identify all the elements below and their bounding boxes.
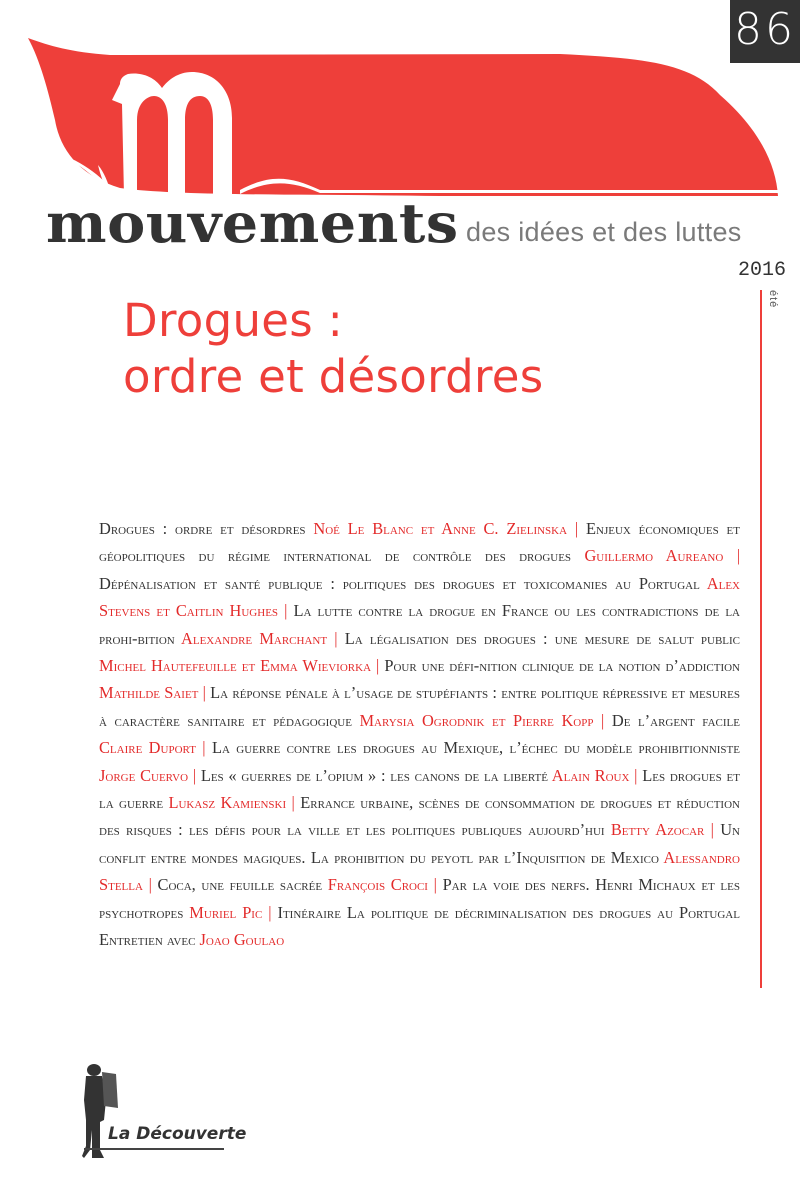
toc-article-title: La guerre contre les drogues au Mexique, l’échec du modèle prohibitionniste <box>211 738 740 758</box>
toc-article-title: La réponse pénale à l’usage de stupéfiants : entre politique répressive et mesures à caractère sanitaire et pédagogique <box>99 683 740 730</box>
issue-title-line-2: ordre et désordres <box>123 350 544 403</box>
toc-article-authors: Joao Goulao <box>199 930 285 950</box>
toc-separator: | <box>433 875 437 895</box>
publisher-underline <box>84 1148 224 1150</box>
toc-separator: | <box>710 820 714 840</box>
toc-separator: | <box>634 765 638 785</box>
toc-entry <box>201 766 630 785</box>
toc-article-authors: Jorge Cuervo <box>99 765 189 785</box>
toc-article-title: Les « guerres de l’opium » : les canons de la liberté <box>200 765 548 785</box>
toc-article-title: Les drogues et la guerre <box>99 765 740 813</box>
toc-separator: | <box>601 710 605 730</box>
toc-article-title: Errance urbaine, scènes de consommation de drogues et réduction des risques : les défis pour la ville et les politiques publiques aujourd’hui <box>99 793 740 840</box>
publisher-figure-icon <box>82 1060 122 1162</box>
toc-article-title: Un conflit entre mondes magiques. La prohibition du peyotl par l’Inquisition de Mexico <box>99 820 740 867</box>
issue-title-line-1: Drogues : <box>123 294 344 347</box>
issue-number: 86 <box>734 4 796 55</box>
masthead-banner <box>0 0 800 210</box>
toc-article-authors: Mathilde Saiet <box>99 683 199 703</box>
toc-article-title: La lutte contre la drogue en France ou les contradictions de la prohi-bition <box>99 601 740 648</box>
toc-separator: | <box>148 875 152 895</box>
toc-separator: | <box>376 656 380 676</box>
toc-article-title: Dépénalisation et santé publique : politiques des drogues et toxicomanies au Portugal <box>99 573 700 593</box>
toc-article-authors: Michel Hautefeuille et Emma Wieviorka <box>99 656 372 676</box>
issue-title <box>123 293 544 405</box>
toc-article-authors: Alexandre Marchant <box>181 628 328 648</box>
table-of-contents <box>99 515 740 954</box>
toc-article-authors: Alex Stevens et Caitlin Hughes <box>99 573 740 621</box>
toc-separator: | <box>334 628 338 648</box>
toc-article-authors: Alain Roux <box>551 765 630 785</box>
toc-article-title: Drogues : ordre et désordres <box>99 519 306 538</box>
toc-separator: | <box>192 765 197 785</box>
toc-entry <box>99 519 567 538</box>
toc-article-authors: Claire Duport <box>99 738 196 758</box>
journal-tagline: des idées et des luttes <box>466 217 742 247</box>
journal-wordmark: mouvements <box>46 191 459 255</box>
toc-separator: | <box>574 519 579 538</box>
toc-article-title: Itinéraire La politique de décriminalisation des drogues au Portugal Entretien avec <box>99 902 740 950</box>
toc-article-authors: Betty Azocar <box>610 820 705 840</box>
toc-entry <box>158 875 428 894</box>
toc-separator: | <box>736 546 740 566</box>
toc-separator: | <box>284 601 288 621</box>
toc-article-title: De l’argent facile <box>611 710 740 730</box>
toc-article-authors: Muriel Pic <box>189 902 263 922</box>
toc-article-authors: Noé Le Blanc et Anne C. Zielinska <box>313 519 568 538</box>
toc-article-title: Coca, une feuille sacrée <box>157 875 323 895</box>
toc-article-authors: Lukasz Kamienski <box>168 793 287 813</box>
toc-separator: | <box>291 793 295 813</box>
publisher-name: La Découverte <box>108 1124 247 1144</box>
toc-separator: | <box>202 683 206 703</box>
red-vertical-rule <box>760 290 762 988</box>
toc-separator: | <box>268 902 272 922</box>
issue-number-box <box>730 0 800 63</box>
red-banner-shape <box>28 38 778 196</box>
toc-article-title: Par la voie des nerfs. Henri Michaux et les psychotropes <box>99 875 740 922</box>
toc-article-authors: Guillermo Aureano <box>584 546 724 566</box>
toc-article-title: Pour une défi-nition clinique de la notion d’addiction <box>384 656 740 676</box>
toc-article-authors: Marysia Ogrodnik et Pierre Kopp <box>359 710 594 730</box>
issue-season: été <box>767 290 779 309</box>
toc-article-authors: François Croci <box>327 875 428 895</box>
toc-article-title: La légalisation des drogues : une mesure de salut public <box>344 628 741 648</box>
toc-separator: | <box>202 738 206 758</box>
toc-article-authors: Alessandro Stella <box>99 847 740 895</box>
toc-article-title: Enjeux économiques et géopolitiques du régime international de contrôle des drogues <box>99 519 740 566</box>
issue-year: 2016 <box>737 259 786 282</box>
